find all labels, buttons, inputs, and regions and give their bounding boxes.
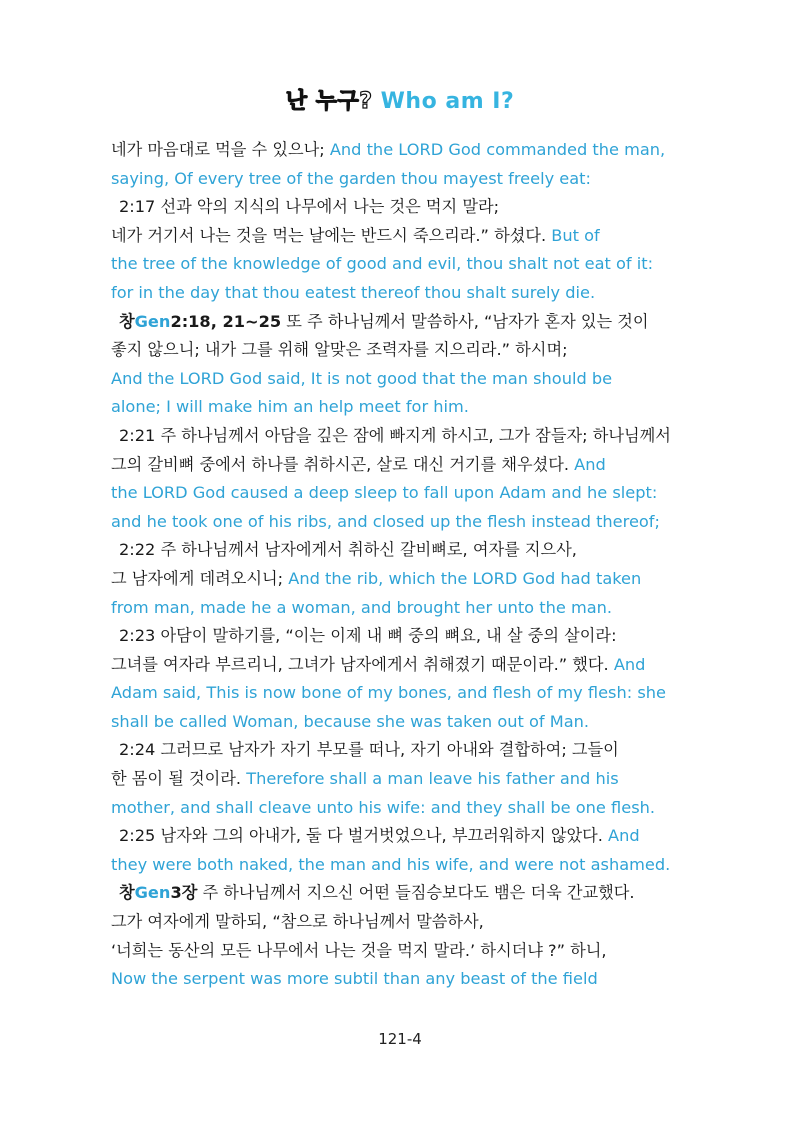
text-line xyxy=(111,508,711,537)
korean-text: 2:21 주 하나님께서 아담을 깊은 잠에 빠지게 하시고, 그가 잠들자; 하나님께서 xyxy=(119,425,671,445)
title-english: Who am I? xyxy=(380,89,515,114)
text-line xyxy=(111,279,711,308)
english-text: and he took one of his ribs, and closed up the flesh instead thereof; xyxy=(111,511,660,531)
korean-text: 2:22 주 하나님께서 남자에게서 취하신 갈비뼈로, 여자를 지으사, xyxy=(119,540,577,560)
english-text: Now the serpent was more subtil than any beast of the field xyxy=(111,969,598,989)
text-line xyxy=(111,222,711,251)
page-number: 121-4 xyxy=(378,1030,422,1048)
text-line xyxy=(111,679,711,708)
text-line xyxy=(111,451,711,480)
korean-text: 창 xyxy=(119,883,135,903)
text-line xyxy=(111,336,711,365)
text-line xyxy=(111,136,711,165)
text-line xyxy=(111,965,711,994)
korean-text: 좋지 않으니; 내가 그를 위해 알맞은 조력자를 지으리라.” 하시며; xyxy=(111,340,568,360)
korean-text: 그 남자에게 데려오시니; xyxy=(111,568,289,588)
korean-text: 창 xyxy=(119,311,135,331)
text-line xyxy=(111,250,711,279)
text-line xyxy=(111,794,711,823)
english-text: Gen xyxy=(134,883,171,903)
korean-text: ‘너희는 동산의 모든 나무에서 나는 것을 먹지 말라.’ 하시더냐 ?” 하니, xyxy=(111,940,607,960)
english-text: saying, Of every tree of the garden thou mayest freely eat: xyxy=(111,168,591,188)
text-line xyxy=(111,308,711,337)
text-line xyxy=(111,908,711,937)
text-line xyxy=(111,365,711,394)
title-korean: 난 누구? xyxy=(285,89,373,114)
korean-text: 2:24 그러므로 남자가 자기 부모를 떠나, 자기 아내와 결합하여; 그들이 xyxy=(119,740,619,760)
english-text: the tree of the knowledge of good and evil, thou shalt not eat of it: xyxy=(111,254,654,274)
english-text: alone; I will make him an help meet for him. xyxy=(111,397,469,417)
text-line xyxy=(111,565,711,594)
text-line xyxy=(111,822,711,851)
korean-text: 주 하나님께서 지으신 어떤 들짐승보다도 뱀은 더욱 간교했다. xyxy=(197,883,635,903)
text-line xyxy=(111,165,711,194)
text-line xyxy=(111,765,711,794)
korean-text: 그의 갈비뼈 중에서 하나를 취하시곤, 살로 대신 거기를 채우셨다. xyxy=(111,454,575,474)
korean-text: 그가 여자에게 말하되, “참으로 하나님께서 말씀하사, xyxy=(111,912,484,932)
text-line xyxy=(111,736,711,765)
english-text: for in the day that thou eatest thereof thou shalt surely die. xyxy=(111,282,596,302)
text-line xyxy=(111,393,711,422)
english-text: the LORD God caused a deep sleep to fall upon Adam and he slept: xyxy=(111,483,658,503)
text-line xyxy=(111,536,711,565)
english-text: But of xyxy=(551,225,600,245)
text-line xyxy=(111,937,711,966)
english-text: shall be called Woman, because she was taken out of Man. xyxy=(111,711,590,731)
text-line xyxy=(111,651,711,680)
english-text: Gen xyxy=(134,311,171,331)
text-line xyxy=(111,479,711,508)
text-line xyxy=(111,879,711,908)
english-text: from man, made he a woman, and brought her unto the man. xyxy=(111,597,613,617)
korean-text: 3장 xyxy=(170,883,198,903)
english-text: mother, and shall cleave unto his wife: and they shall be one flesh. xyxy=(111,797,656,817)
english-text: Adam said, This is now bone of my bones, and flesh of my flesh: she xyxy=(111,683,667,703)
english-text: And the LORD God said, It is not good that the man should be xyxy=(111,368,613,388)
text-line xyxy=(111,851,711,880)
korean-text: 또 주 하나님께서 말씀하사, “남자가 혼자 있는 것이 xyxy=(281,311,649,331)
english-text: And the LORD God commanded the man, xyxy=(329,140,666,159)
english-text: And xyxy=(613,654,646,674)
text-line xyxy=(111,193,711,222)
scripture-text xyxy=(111,136,711,994)
english-text: And the rib, which the LORD God had taken xyxy=(288,568,642,588)
english-text: And xyxy=(608,826,640,846)
text-line xyxy=(111,622,711,651)
korean-text: 네가 마음대로 먹을 수 있으나; xyxy=(111,140,330,159)
english-text: Therefore shall a man leave his father and his xyxy=(246,769,619,789)
english-text: they were both naked, the man and his wife, and were not ashamed. xyxy=(111,854,671,874)
korean-text: 2:23 아담이 말하기를, “이는 이제 내 뼈 중의 뼈요, 내 살 중의 살이라: xyxy=(119,626,617,646)
korean-text: 2:25 남자와 그의 아내가, 둘 다 벌거벗었으나, 부끄러워하지 않았다. xyxy=(119,826,609,846)
page-title xyxy=(0,84,800,115)
korean-text: 그녀를 여자라 부르리니, 그녀가 남자에게서 취해졌기 때문이라.” 했다. xyxy=(111,654,614,674)
text-line xyxy=(111,594,711,623)
korean-text: 네가 거기서 나는 것을 먹는 날에는 반드시 죽으리라.” 하셨다. xyxy=(111,225,552,245)
english-text: And xyxy=(574,454,606,474)
korean-text: 한 몸이 될 것이라. xyxy=(111,769,247,789)
korean-text: 2:18, 21~25 xyxy=(170,311,282,331)
text-line xyxy=(111,422,711,451)
text-line xyxy=(111,708,711,737)
korean-text: 2:17 선과 악의 지식의 나무에서 나는 것은 먹지 말라; xyxy=(119,197,500,217)
